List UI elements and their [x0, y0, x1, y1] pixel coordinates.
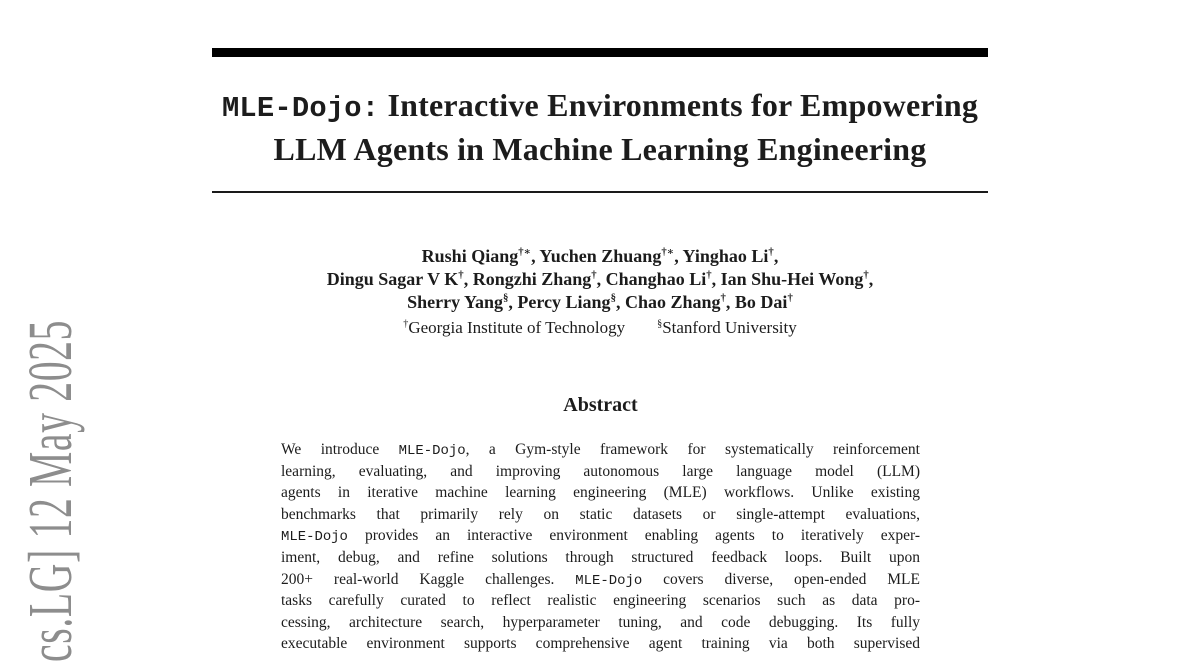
- inline-code: MLE-Dojo: [575, 572, 643, 589]
- text-segment: , a Gym-style framework for systematically reinforcement: [465, 441, 920, 458]
- text-segment: tasks carefully curated to reflect realistic engineering scenarios such as data pro-: [281, 592, 920, 610]
- abstract-heading: Abstract: [563, 394, 638, 416]
- superscript-mark: †: [458, 269, 464, 281]
- abstract-line: [281, 590, 920, 612]
- text-segment: Rushi Qiang: [421, 246, 519, 266]
- text-segment: 200+ real-world Kaggle challenges.: [281, 570, 576, 588]
- authors-line-3: [212, 291, 988, 314]
- affiliations-line: [212, 314, 988, 339]
- paper-title-line2: LLM Agents in Machine Learning Engineering: [273, 131, 927, 167]
- abstract-line: [281, 439, 920, 461]
- text-segment: ,: [773, 246, 779, 266]
- text-segment: , Changhao Li: [596, 269, 707, 289]
- text-segment: Yinghao Li: [682, 246, 769, 266]
- text-segment: , Rongzhi Zhang: [463, 269, 592, 289]
- text-segment: ,: [674, 246, 683, 266]
- inline-code: MLE-Dojo: [281, 529, 348, 546]
- abstract-line: [281, 525, 920, 547]
- inline-code: MLE-Dojo: [398, 443, 466, 459]
- text-segment: iment, debug, and refine solutions through structured feedback loops. Built upon: [281, 548, 920, 566]
- superscript-mark: §: [503, 292, 509, 304]
- abstract-line: [281, 461, 920, 483]
- superscript-mark: †: [863, 269, 869, 281]
- text-segment: , Ian Shu-Hei Wong: [711, 269, 864, 289]
- abstract-line: [281, 569, 920, 591]
- text-segment: provides an interactive environment enabling agents to iteratively exper-: [347, 527, 920, 545]
- superscript-mark: †∗: [518, 246, 532, 258]
- text-segment: We introduce: [281, 441, 399, 458]
- superscript-mark: §: [610, 292, 616, 304]
- text-segment: , Chao Zhang: [615, 292, 721, 312]
- text-segment: benchmarks that primarily rely on static datasets or single-attempt evaluations,: [281, 505, 920, 523]
- superscript-mark: †∗: [661, 246, 675, 258]
- authors-line-1: [212, 245, 988, 268]
- text-segment: learning, evaluating, and improving autonomous large language model (LLM): [281, 462, 920, 480]
- text-segment: Stanford University: [662, 318, 797, 337]
- superscript-mark: †: [720, 292, 726, 304]
- superscript-mark: †: [706, 269, 712, 281]
- text-segment: , Bo Dai: [725, 292, 788, 312]
- superscript-mark: §: [657, 318, 663, 330]
- authors-block: [212, 245, 988, 339]
- title-bottom-rule: [212, 191, 988, 193]
- text-segment: Interactive Environments for Empowering: [379, 87, 979, 123]
- text-segment: agents in iterative machine learning engineering (MLE) workflows. Unlike existing: [281, 484, 920, 502]
- text-segment: Sherry Yang: [407, 292, 503, 312]
- text-segment: executable environment supports comprehensive agent training via both supervised: [281, 635, 920, 653]
- inline-code: MLE-Dojo:: [221, 92, 380, 125]
- abstract-line: [281, 633, 920, 655]
- superscript-mark: †: [787, 292, 793, 304]
- text-segment: Dingu Sagar V K: [326, 269, 459, 289]
- abstract-body: [281, 439, 920, 655]
- superscript-mark: †: [768, 246, 774, 258]
- abstract-line: [281, 482, 920, 504]
- paper-title: [212, 85, 988, 170]
- text-segment: Yuchen Zhuang: [539, 246, 662, 266]
- text-segment: cessing, architecture search, hyperparameter tuning, and code debugging. Its fully: [281, 613, 920, 631]
- authors-line-2: [212, 268, 988, 291]
- abstract-line: [281, 547, 920, 569]
- abstract-line: [281, 612, 920, 634]
- text-segment: Georgia Institute of Technology: [408, 318, 626, 337]
- text-segment: , Percy Liang: [508, 292, 611, 312]
- superscript-mark: †: [403, 318, 409, 330]
- paper-title-line1: [212, 85, 988, 129]
- text-segment: ,: [531, 246, 540, 266]
- arxiv-stamp: cs.LG] 12 May 2025: [17, 319, 85, 662]
- abstract-line: [281, 504, 920, 526]
- top-rule: [212, 48, 988, 57]
- superscript-mark: †: [591, 269, 597, 281]
- text-segment: covers diverse, open-ended MLE: [642, 570, 920, 588]
- text-segment: ,: [868, 269, 874, 289]
